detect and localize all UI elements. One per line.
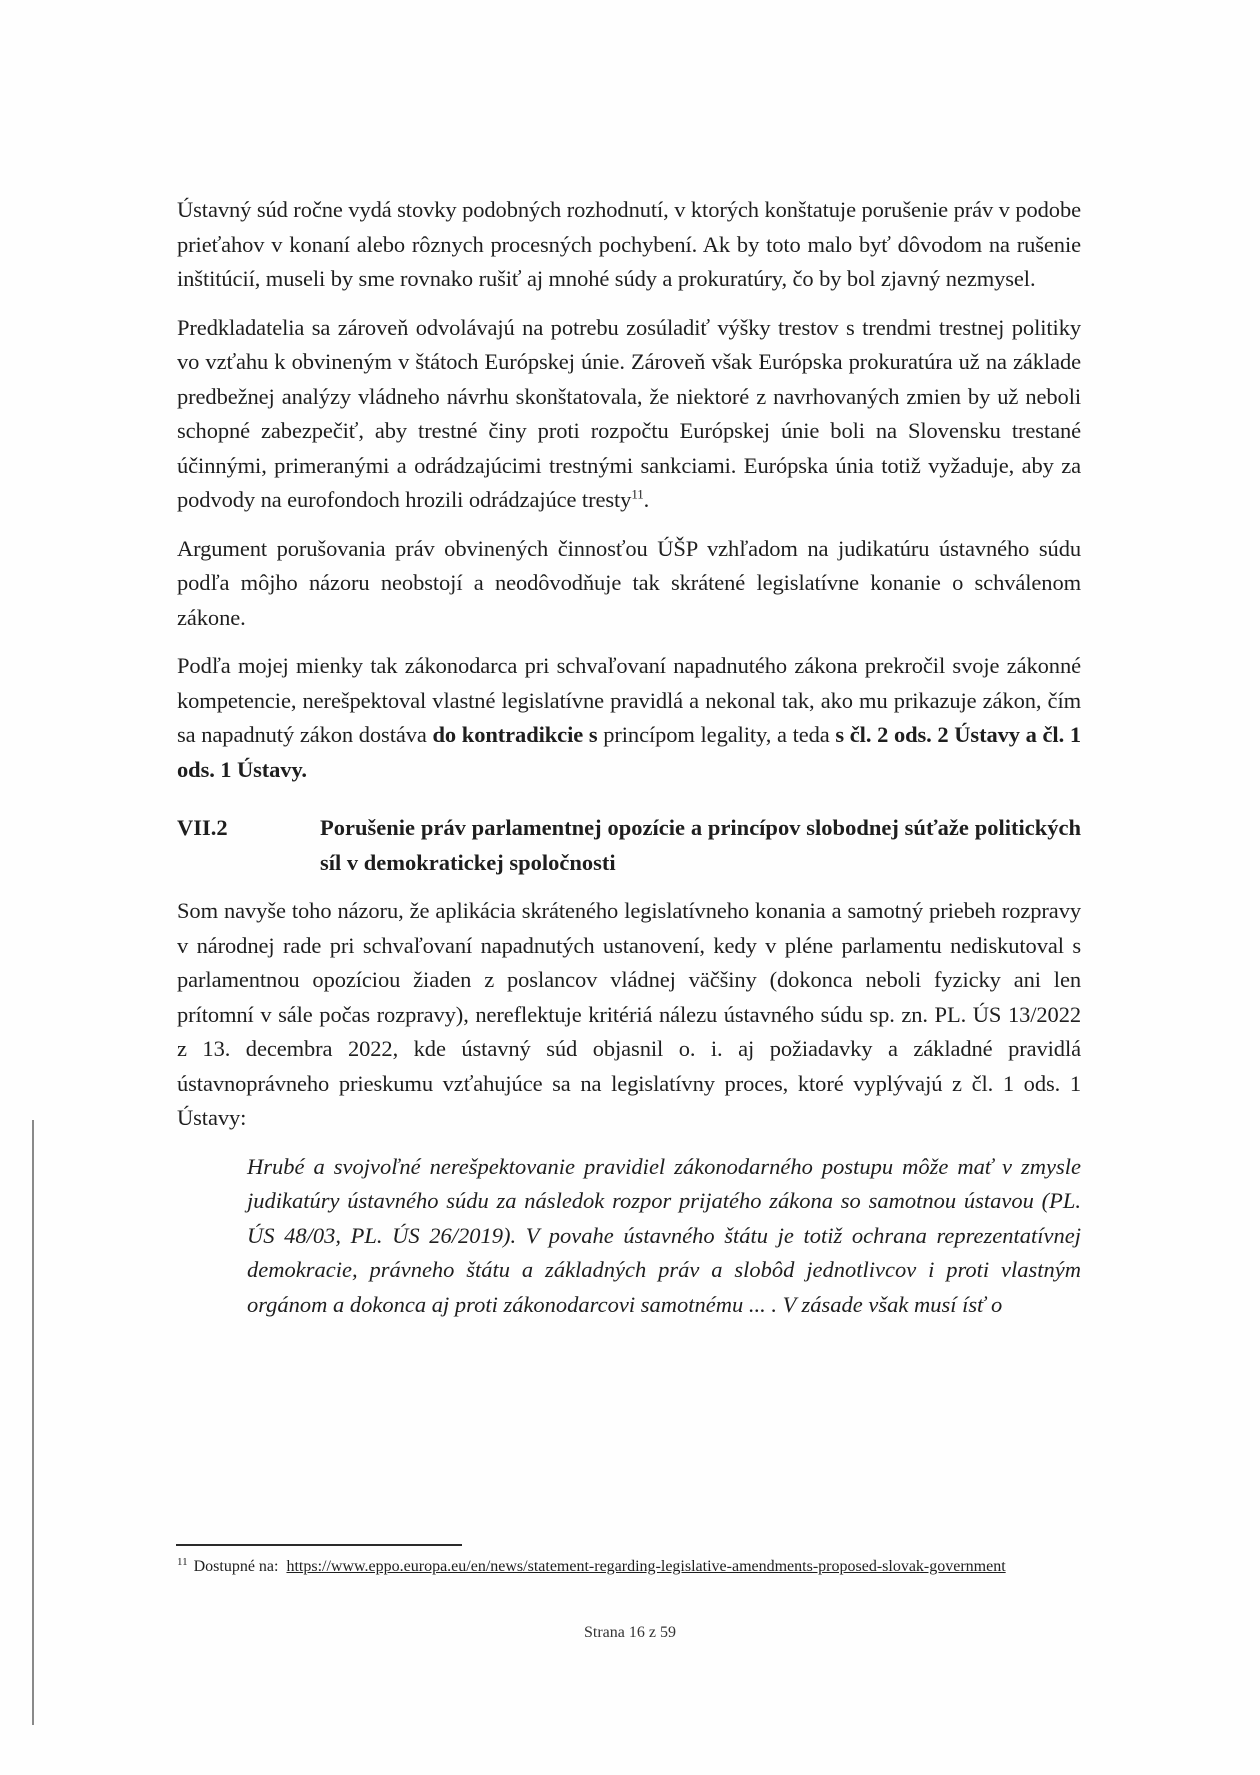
paragraph-4 xyxy=(177,649,1081,787)
footnote-mark: 11 xyxy=(177,1555,188,1568)
paragraph-1: Ústavný súd ročne vydá stovky podobných rozhodnutí, v ktorých konštatuje porušenie práv v podobe prieťahov v konaní alebo rôznych procesných pochybení. Ak by toto malo byť dôvodom na rušenie inštitúcií, museli by sme rovnako rušiť aj mnohé súdy a prokuratúry, čo by bol zjavný nezmysel. xyxy=(177,197,1081,291)
footnote-separator xyxy=(176,1544,462,1546)
paragraph-4-part1: Podľa mojej mienky tak zákonodarca pri schvaľovaní napadnutého zákona prekročil svoje zákonné kompetencie, nerešpektoval vlastné legislatívne pravidlá a nekonal tak, ako mu prikazuje zákon, čím sa napadnutý zákon dostáva xyxy=(177,653,1081,747)
footnote-reference-11[interactable]: 11 xyxy=(631,486,644,502)
section-number: VII.2 xyxy=(177,815,228,840)
paragraph-3: Argument porušovania práv obvinených činnosťou ÚŠP vzhľadom na judikatúru ústavného súdu podľa môjho názoru neobstojí a neodôvodňuje tak skrátené legislatívne konanie o schválenom zákone. xyxy=(177,535,1081,630)
paragraph-2 xyxy=(177,311,1081,518)
section-heading xyxy=(177,811,1081,880)
paragraph-2-text: Predkladatelia sa zároveň odvolávajú na potrebu zosúladiť výšky trestov s trendmi trestnej politiky vo vzťahu k obvineným v štátoch Európskej únie. Zároveň však Európska prokuratúra už na základe predbežnej analýzy vládneho návrhu skonštatovala, že niektoré z navrhovaných zmien by už neboli schopné zabezpečiť, aby trestné činy proti rozpočtu Európskej únie boli na Slovensku trestané účinnými, primeranými a odrádzajúcimi trestnými sankciami. Európska únia totiž vyžaduje, aby za podvody na eurofondoch hrozili odrádzajúce tresty xyxy=(177,314,1081,512)
footnote-link[interactable]: https://www.eppo.europa.eu/en/news/statement-regarding-legislative-amendments-proposed-slovak-government xyxy=(286,1558,1006,1575)
court-quote: Hrubé a svojvoľné nerešpektovanie pravidiel zákonodarného postupu môže mať v zmysle judikatúry ústavného súdu za následok rozpor prijatého zákona so samotnou ústavou (PL. ÚS 48/03, PL. ÚS 26/2019). V povahe ústavného štátu je totiž ochrana reprezentatívnej demokracie, právneho štátu a základných práv a slobôd jednotlivcov i proti vlastným orgánom a dokonca aj proti zákonodarcovi samotnému ... . V zásade však musí ísť o xyxy=(247,1153,1081,1317)
page-body xyxy=(177,193,1081,1322)
paragraph-4-part2: princípom legality, a teda xyxy=(597,722,836,747)
paragraph-4-bold1: do kontradikcie s xyxy=(432,722,598,747)
paragraph-2-tail: . xyxy=(643,487,650,512)
footnote-label: Dostupné na: xyxy=(193,1558,279,1575)
section-paragraph: Som navyše toho názoru, že aplikácia skráteného legislatívneho konania a samotný priebeh rozpravy v národnej rade pri schvaľovaní napadnutých ustanovení, kedy v pléne parlamentu nediskutoval s parlamentnou opozíciou žiaden z poslancov vládnej väčšiny (dokonca neboli fyzicky ani len prítomní v sále počas rozpravy), nereflektuje kritériá nálezu ústavného súdu sp. zn. PL. ÚS 13/2022 z 13. decembra 2022, kde ústavný súd objasnil o. i. aj požiadavky a základné pravidlá ústavnoprávneho prieskumu vzťahujúce sa na legislatívny proces, ktoré vyplývajú z čl. 1 ods. 1 Ústavy: xyxy=(177,898,1081,1130)
section-title: Porušenie práv parlamentnej opozície a princípov slobodnej súťaže politických síl v demokratickej spoločnosti xyxy=(320,815,1081,875)
paragraph-4-bold2: s čl. 2 ods. 2 Ústavy a čl. 1 ods. 1 Ústavy. xyxy=(177,722,1081,782)
page-number: Strana 16 z 59 xyxy=(584,1624,676,1641)
footnote-11 xyxy=(177,1556,1081,1578)
